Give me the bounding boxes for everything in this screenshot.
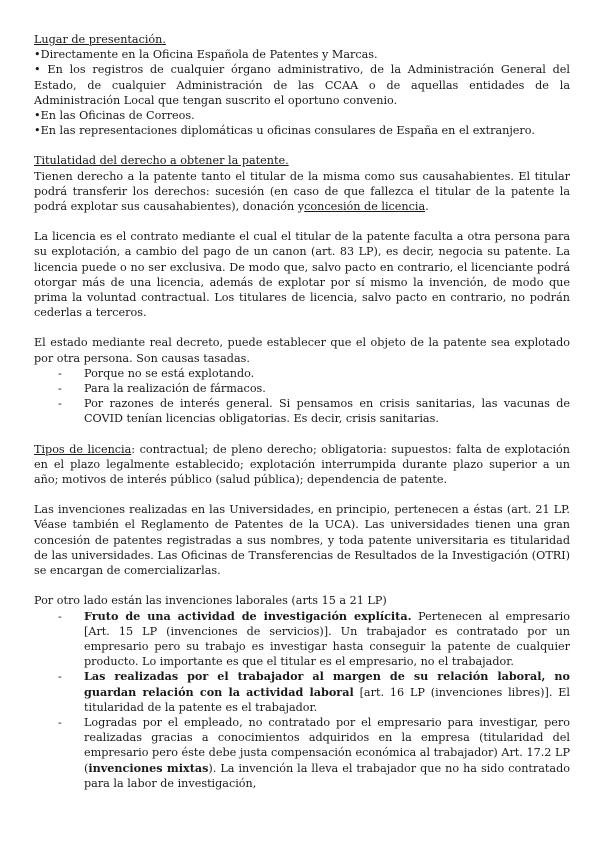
tipos-label: Tipos de licencia [34,442,132,456]
paragraph-tipos [34,442,570,488]
paragraph-laborales-intro: Por otro lado están las invenciones laborales (arts 15 a 21 LP) [34,594,387,608]
licencia-link: concesión de licencia [304,200,426,214]
list-item [58,715,570,791]
bold-phrase: Fruto de una actividad de investigación explícita. [84,608,412,623]
item-text-end: ). La invención la lleva el trabajador que no ha sido contratado para la labor de investigación, [84,761,570,790]
paragraph-estado: El estado mediante real decreto, puede establecer que el objeto de la patente sea explotado por otra persona. Son causas tasadas. [34,336,570,365]
paragraph-text: Tienen derecho a la patente tanto el titular de la misma como sus causahabientes. El titular podrá transferir los derechos: sucesión (en caso de que fallezca el titular de la patente la podrá explotar sus causahabientes), donación y [34,169,570,214]
laborales-list [34,609,570,791]
paragraph-universidades: Las invenciones realizadas en las Universidades, en principio, pertenecen a éstas (art. 21 LP. Véase también el Reglamento de Patentes de la UCA). Las universidades tienen una gran concesión de patentes registradas a sus nombres, y toda patente universitaria es titularidad de las universidades. Las Oficinas de Transferencias de Resultados de la Investigación (OTRI) se encargan de comercializarlas. [34,503,570,578]
section-heading-lugar: Lugar de presentación. [34,33,166,46]
list-item: - Por razones de interés general. Si pensamos en crisis sanitarias, las vacunas de COVID tenían licencias obligatorias. Es decir, crisis sanitarias. [58,396,570,426]
list-item [58,609,570,670]
list-item [58,669,570,715]
section-heading-titularidad: Titulatidad del derecho a obtener la patente. [34,154,289,168]
bullet-line: • En los registros de cualquier órgano administrativo, de la Administración General del Estado, de cualquier Administración de las CCAA o de aquellas entidades de la Administración Local que tengan suscrito el oportuno convenio. [34,63,570,107]
bold-phrase: Las realizadas por el trabajador al margen de su relación laboral, no guardan relación con la actividad laboral [84,669,570,699]
bullet-line: •En las Oficinas de Correos. [34,109,195,123]
list-item: - Porque no se está explotando. [58,366,570,381]
item-text: Logradas por el empleado, no contratado por el empresario para investigar, pero realizadas gracias a conocimientos adquiridos en la empresa (titularidad del empresario pero éste debe justa compensación económica al trabajador) Art. 17.2 LP ( [84,715,570,775]
causes-list [34,366,570,427]
bullet-line: •En las representaciones diplomáticas u oficinas consulares de España en el extranjero. [34,124,535,138]
bold-phrase: invenciones mixtas [88,760,209,775]
bullet-line: •Directamente en la Oficina Española de Patentes y Marcas. [34,48,378,62]
item-text: [art. 16 LP (invenciones libres)]. El titularidad de la patente es el trabajador. [84,685,571,714]
tipos-text: : contractual; de pleno derecho; obligatoria: supuestos: falta de explotación en el plazo legalmente establecido; explotación interrumpida durante plazo superior a un año; motivos de interés público (salud pública); dependencia de patente. [34,442,570,487]
paragraph-derecho [34,169,570,215]
paragraph-licencia: La licencia es el contrato mediante el cual el titular de la patente faculta a otra persona para su explotación, a cambio del pago de un canon (art. 83 LP), es decir, negocia su patente. La licencia puede o no ser exclusiva. De modo que, salvo pacto en contrario, el licenciante podrá otorgar más de una licencia, además de explotar por sí mismo la invención, de modo que prima la voluntad contractual. Los titulares de licencia, salvo pacto en contrario, no podrán cederlas a terceros. [34,230,570,320]
list-item: - Para la realización de fármacos. [58,381,570,396]
paragraph-end: . [425,200,429,214]
item-text: Pertenecen al empresario [Art. 15 LP (invenciones de servicios)]. Un trabajador es contratado por un empresario pero su trabajo es investigar hasta conseguir la patente de cualquier producto. Lo importante es que el titular es el empresario, no el trabajador. [84,609,570,669]
